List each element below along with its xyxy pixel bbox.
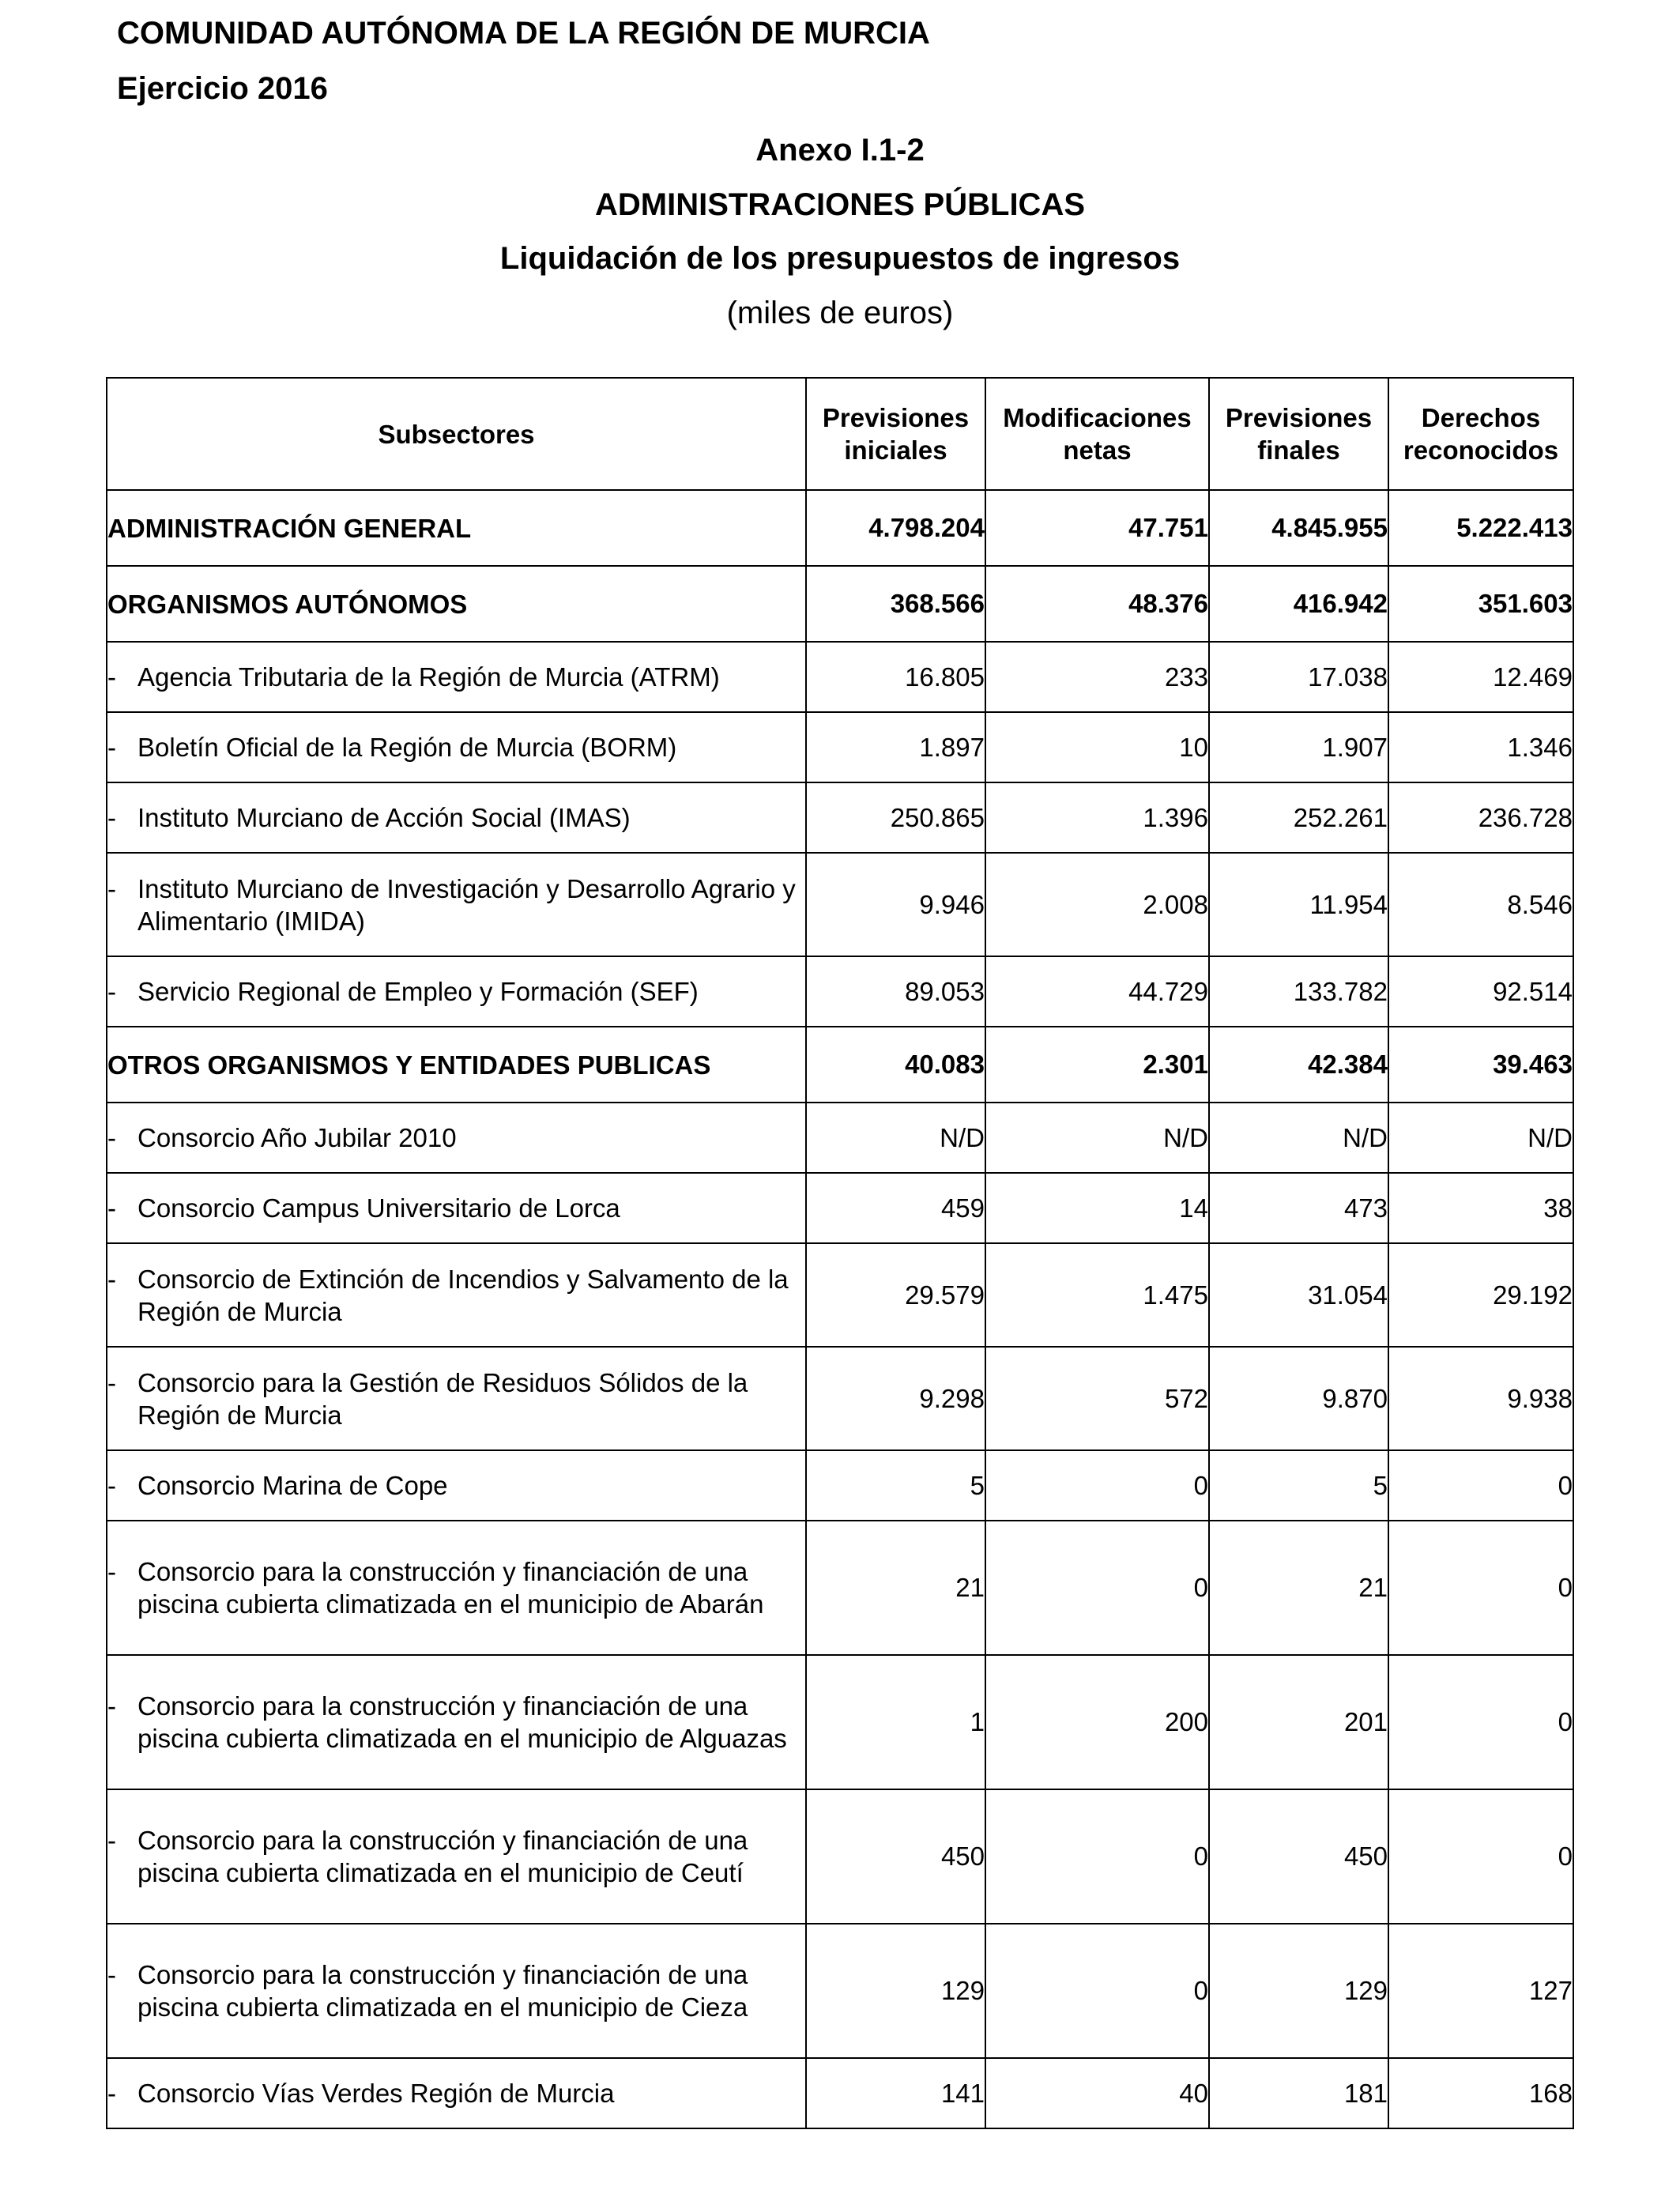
modificaciones-netas-cell: 200 [985, 1655, 1209, 1789]
subsector-item [107, 1958, 805, 2023]
subsector-name: Consorcio para la construcción y financiación de una piscina cubierta climatizada en el municipio de Alguazas [137, 1691, 787, 1753]
previsiones-finales-cell: 201 [1209, 1655, 1388, 1789]
subsector-name: OTROS ORGANISMOS Y ENTIDADES PUBLICAS [107, 1050, 711, 1080]
subsector-item [107, 588, 805, 620]
list-dash: - [107, 1193, 116, 1223]
list-dash: - [107, 1691, 116, 1721]
list-dash: - [107, 2079, 116, 2108]
list-dash: - [107, 733, 116, 762]
modificaciones-netas-cell: 48.376 [985, 566, 1209, 642]
table-row [107, 1347, 1573, 1450]
subsector-cell [107, 1924, 806, 2058]
previsiones-finales-cell: 473 [1209, 1173, 1388, 1243]
list-dash: - [107, 1123, 116, 1152]
subsector-cell [107, 1655, 806, 1789]
derechos-reconocidos-cell: 9.938 [1388, 1347, 1573, 1450]
previsiones-iniciales-cell: 129 [806, 1924, 985, 2058]
subsector-item [107, 1367, 805, 1431]
subsector-cell [107, 1027, 806, 1103]
subsector-name: Consorcio de Extinción de Incendios y Salvamento de la Región de Murcia [137, 1264, 789, 1326]
table-row [107, 2058, 1573, 2128]
table-row [107, 782, 1573, 853]
previsiones-iniciales-cell: 9.298 [806, 1347, 985, 1450]
subsector-cell [107, 1103, 806, 1173]
table-row [107, 1173, 1573, 1243]
subsector-cell [107, 956, 806, 1027]
previsiones-finales-cell: 42.384 [1209, 1027, 1388, 1103]
table-row [107, 1027, 1573, 1103]
table-row [107, 712, 1573, 782]
section-title: ADMINISTRACIONES PÚBLICAS [594, 187, 1086, 222]
table-row [107, 1521, 1573, 1655]
annex-title: Anexo I.1-2 [755, 133, 925, 168]
previsiones-finales-cell: 416.942 [1209, 566, 1388, 642]
subsector-cell [107, 1789, 806, 1924]
subsector-item [107, 873, 805, 937]
derechos-reconocidos-cell: 127 [1388, 1924, 1573, 2058]
modificaciones-netas-cell: 2.301 [985, 1027, 1209, 1103]
subsector-name: Consorcio Marina de Cope [137, 1471, 448, 1500]
derechos-reconocidos-cell: 5.222.413 [1388, 490, 1573, 566]
list-dash: - [107, 1264, 116, 1294]
previsiones-iniciales-cell: 4.798.204 [806, 490, 985, 566]
list-dash: - [107, 1471, 116, 1500]
previsiones-iniciales-cell: 9.946 [806, 853, 985, 956]
table-header-row [107, 378, 1573, 490]
derechos-reconocidos-cell: 0 [1388, 1789, 1573, 1924]
subsector-name: Consorcio Año Jubilar 2010 [137, 1123, 457, 1152]
table-row [107, 1103, 1573, 1173]
budget-table [106, 377, 1574, 2129]
subsector-cell [107, 782, 806, 853]
modificaciones-netas-cell: 0 [985, 1521, 1209, 1655]
derechos-reconocidos-cell: 236.728 [1388, 782, 1573, 853]
derechos-reconocidos-cell: 168 [1388, 2058, 1573, 2128]
derechos-reconocidos-cell: 0 [1388, 1655, 1573, 1789]
list-dash: - [107, 803, 116, 832]
subsector-cell [107, 1450, 806, 1521]
col-header-previsiones-iniciales [806, 378, 985, 490]
list-dash: - [107, 662, 116, 692]
subsector-cell [107, 853, 806, 956]
col-header-line: Previsiones [822, 403, 970, 432]
derechos-reconocidos-cell: N/D [1388, 1103, 1573, 1173]
previsiones-iniciales-cell: 450 [806, 1789, 985, 1924]
col-header-line: netas [1063, 435, 1132, 465]
modificaciones-netas-cell: 1.396 [985, 782, 1209, 853]
subsector-name: Consorcio para la construcción y financiación de una piscina cubierta climatizada en el municipio de Cieza [137, 1960, 748, 2022]
subsector-cell [107, 1173, 806, 1243]
subsector-cell [107, 490, 806, 566]
table-row [107, 1450, 1573, 1521]
previsiones-iniciales-cell: 5 [806, 1450, 985, 1521]
subsector-name: Consorcio Campus Universitario de Lorca [137, 1193, 620, 1223]
subsector-item [107, 1824, 805, 1889]
previsiones-finales-cell: 129 [1209, 1924, 1388, 2058]
subsector-item [107, 801, 805, 834]
previsiones-finales-cell: 21 [1209, 1521, 1388, 1655]
subsector-item [107, 661, 805, 693]
previsiones-finales-cell: 11.954 [1209, 853, 1388, 956]
previsiones-finales-cell: N/D [1209, 1103, 1388, 1173]
list-dash: - [107, 1960, 116, 1989]
table-row [107, 1924, 1573, 2058]
subsector-cell [107, 1243, 806, 1347]
derechos-reconocidos-cell: 1.346 [1388, 712, 1573, 782]
previsiones-finales-cell: 133.782 [1209, 956, 1388, 1027]
previsiones-finales-cell: 450 [1209, 1789, 1388, 1924]
col-header-line: finales [1257, 435, 1340, 465]
subsector-item [107, 1049, 805, 1081]
subsector-name: Consorcio para la Gestión de Residuos Sólidos de la Región de Murcia [137, 1367, 748, 1430]
subsector-name: Consorcio para la construcción y financiación de una piscina cubierta climatizada en el municipio de Ceutí [137, 1826, 748, 1887]
previsiones-iniciales-cell: 16.805 [806, 642, 985, 712]
derechos-reconocidos-cell: 351.603 [1388, 566, 1573, 642]
report-subtitle: Liquidación de los presupuestos de ingresos [499, 241, 1181, 276]
subsector-item [107, 1690, 805, 1755]
subsector-cell [107, 712, 806, 782]
subsector-cell [107, 566, 806, 642]
previsiones-iniciales-cell: 141 [806, 2058, 985, 2128]
units-label: (miles de euros) [726, 296, 954, 330]
subsector-cell [107, 2058, 806, 2128]
modificaciones-netas-cell: 44.729 [985, 956, 1209, 1027]
col-header-modificaciones-netas [985, 378, 1209, 490]
table-row [107, 642, 1573, 712]
derechos-reconocidos-cell: 12.469 [1388, 642, 1573, 712]
previsiones-iniciales-cell: 89.053 [806, 956, 985, 1027]
col-header-derechos-reconocidos [1388, 378, 1573, 490]
previsiones-iniciales-cell: 1 [806, 1655, 985, 1789]
subsector-name: Boletín Oficial de la Región de Murcia (BORM) [137, 733, 677, 762]
col-header-line: iniciales [844, 435, 947, 465]
subsector-item [107, 1122, 805, 1154]
previsiones-finales-cell: 5 [1209, 1450, 1388, 1521]
modificaciones-netas-cell: N/D [985, 1103, 1209, 1173]
table-row [107, 1789, 1573, 1924]
list-dash: - [107, 977, 116, 1006]
table-row [107, 956, 1573, 1027]
derechos-reconocidos-cell: 0 [1388, 1521, 1573, 1655]
derechos-reconocidos-cell: 39.463 [1388, 1027, 1573, 1103]
derechos-reconocidos-cell: 29.192 [1388, 1243, 1573, 1347]
previsiones-iniciales-cell: 21 [806, 1521, 985, 1655]
col-header-line: Previsiones [1225, 403, 1373, 432]
col-header-subsectores: Subsectores [107, 378, 806, 490]
table-row [107, 566, 1573, 642]
subsector-name: Agencia Tributaria de la Región de Murcia (ATRM) [137, 662, 720, 692]
modificaciones-netas-cell: 47.751 [985, 490, 1209, 566]
modificaciones-netas-cell: 233 [985, 642, 1209, 712]
list-dash: - [107, 1826, 116, 1855]
table-row [107, 1243, 1573, 1347]
previsiones-iniciales-cell: N/D [806, 1103, 985, 1173]
subsector-item [107, 512, 805, 545]
table-row [107, 490, 1573, 566]
modificaciones-netas-cell: 40 [985, 2058, 1209, 2128]
subsector-cell [107, 1521, 806, 1655]
previsiones-iniciales-cell: 40.083 [806, 1027, 985, 1103]
modificaciones-netas-cell: 0 [985, 1789, 1209, 1924]
col-header-line: Derechos [1421, 403, 1541, 432]
previsiones-iniciales-cell: 459 [806, 1173, 985, 1243]
subsector-name: Consorcio Vías Verdes Región de Murcia [137, 2079, 615, 2108]
modificaciones-netas-cell: 572 [985, 1347, 1209, 1450]
subsector-item [107, 1192, 805, 1224]
subsector-name: ORGANISMOS AUTÓNOMOS [107, 589, 468, 619]
previsiones-iniciales-cell: 250.865 [806, 782, 985, 853]
subsector-cell [107, 642, 806, 712]
document-header-year: Ejercicio 2016 [117, 71, 328, 106]
modificaciones-netas-cell: 2.008 [985, 853, 1209, 956]
col-header-line: Modificaciones [1003, 403, 1192, 432]
previsiones-iniciales-cell: 29.579 [806, 1243, 985, 1347]
col-header-line: reconocidos [1403, 435, 1559, 465]
previsiones-finales-cell: 31.054 [1209, 1243, 1388, 1347]
previsiones-finales-cell: 4.845.955 [1209, 490, 1388, 566]
subsector-item [107, 975, 805, 1008]
previsiones-finales-cell: 252.261 [1209, 782, 1388, 853]
modificaciones-netas-cell: 1.475 [985, 1243, 1209, 1347]
subsector-cell [107, 1347, 806, 1450]
subsector-item [107, 1469, 805, 1502]
subsector-item [107, 1555, 805, 1620]
subsector-item [107, 1263, 805, 1328]
subsector-name: ADMINISTRACIÓN GENERAL [107, 513, 472, 543]
derechos-reconocidos-cell: 0 [1388, 1450, 1573, 1521]
table-row [107, 853, 1573, 956]
previsiones-finales-cell: 9.870 [1209, 1347, 1388, 1450]
subsector-item [107, 731, 805, 763]
previsiones-finales-cell: 17.038 [1209, 642, 1388, 712]
modificaciones-netas-cell: 10 [985, 712, 1209, 782]
modificaciones-netas-cell: 0 [985, 1450, 1209, 1521]
previsiones-finales-cell: 181 [1209, 2058, 1388, 2128]
list-dash: - [107, 873, 116, 903]
subsector-name: Instituto Murciano de Acción Social (IMAS) [137, 803, 631, 832]
list-dash: - [107, 1367, 116, 1397]
col-header-previsiones-finales [1209, 378, 1388, 490]
modificaciones-netas-cell: 14 [985, 1173, 1209, 1243]
table-row [107, 1655, 1573, 1789]
subsector-name: Servicio Regional de Empleo y Formación (SEF) [137, 977, 699, 1006]
derechos-reconocidos-cell: 8.546 [1388, 853, 1573, 956]
subsector-name: Consorcio para la construcción y financiación de una piscina cubierta climatizada en el municipio de Abarán [137, 1557, 764, 1619]
subsector-item [107, 2077, 805, 2109]
previsiones-iniciales-cell: 1.897 [806, 712, 985, 782]
list-dash: - [107, 1557, 116, 1586]
previsiones-iniciales-cell: 368.566 [806, 566, 985, 642]
derechos-reconocidos-cell: 92.514 [1388, 956, 1573, 1027]
subsector-name: Instituto Murciano de Investigación y Desarrollo Agrario y Alimentario (IMIDA) [137, 873, 796, 936]
document-header-region: COMUNIDAD AUTÓNOMA DE LA REGIÓN DE MURCIA [117, 16, 930, 51]
previsiones-finales-cell: 1.907 [1209, 712, 1388, 782]
modificaciones-netas-cell: 0 [985, 1924, 1209, 2058]
derechos-reconocidos-cell: 38 [1388, 1173, 1573, 1243]
